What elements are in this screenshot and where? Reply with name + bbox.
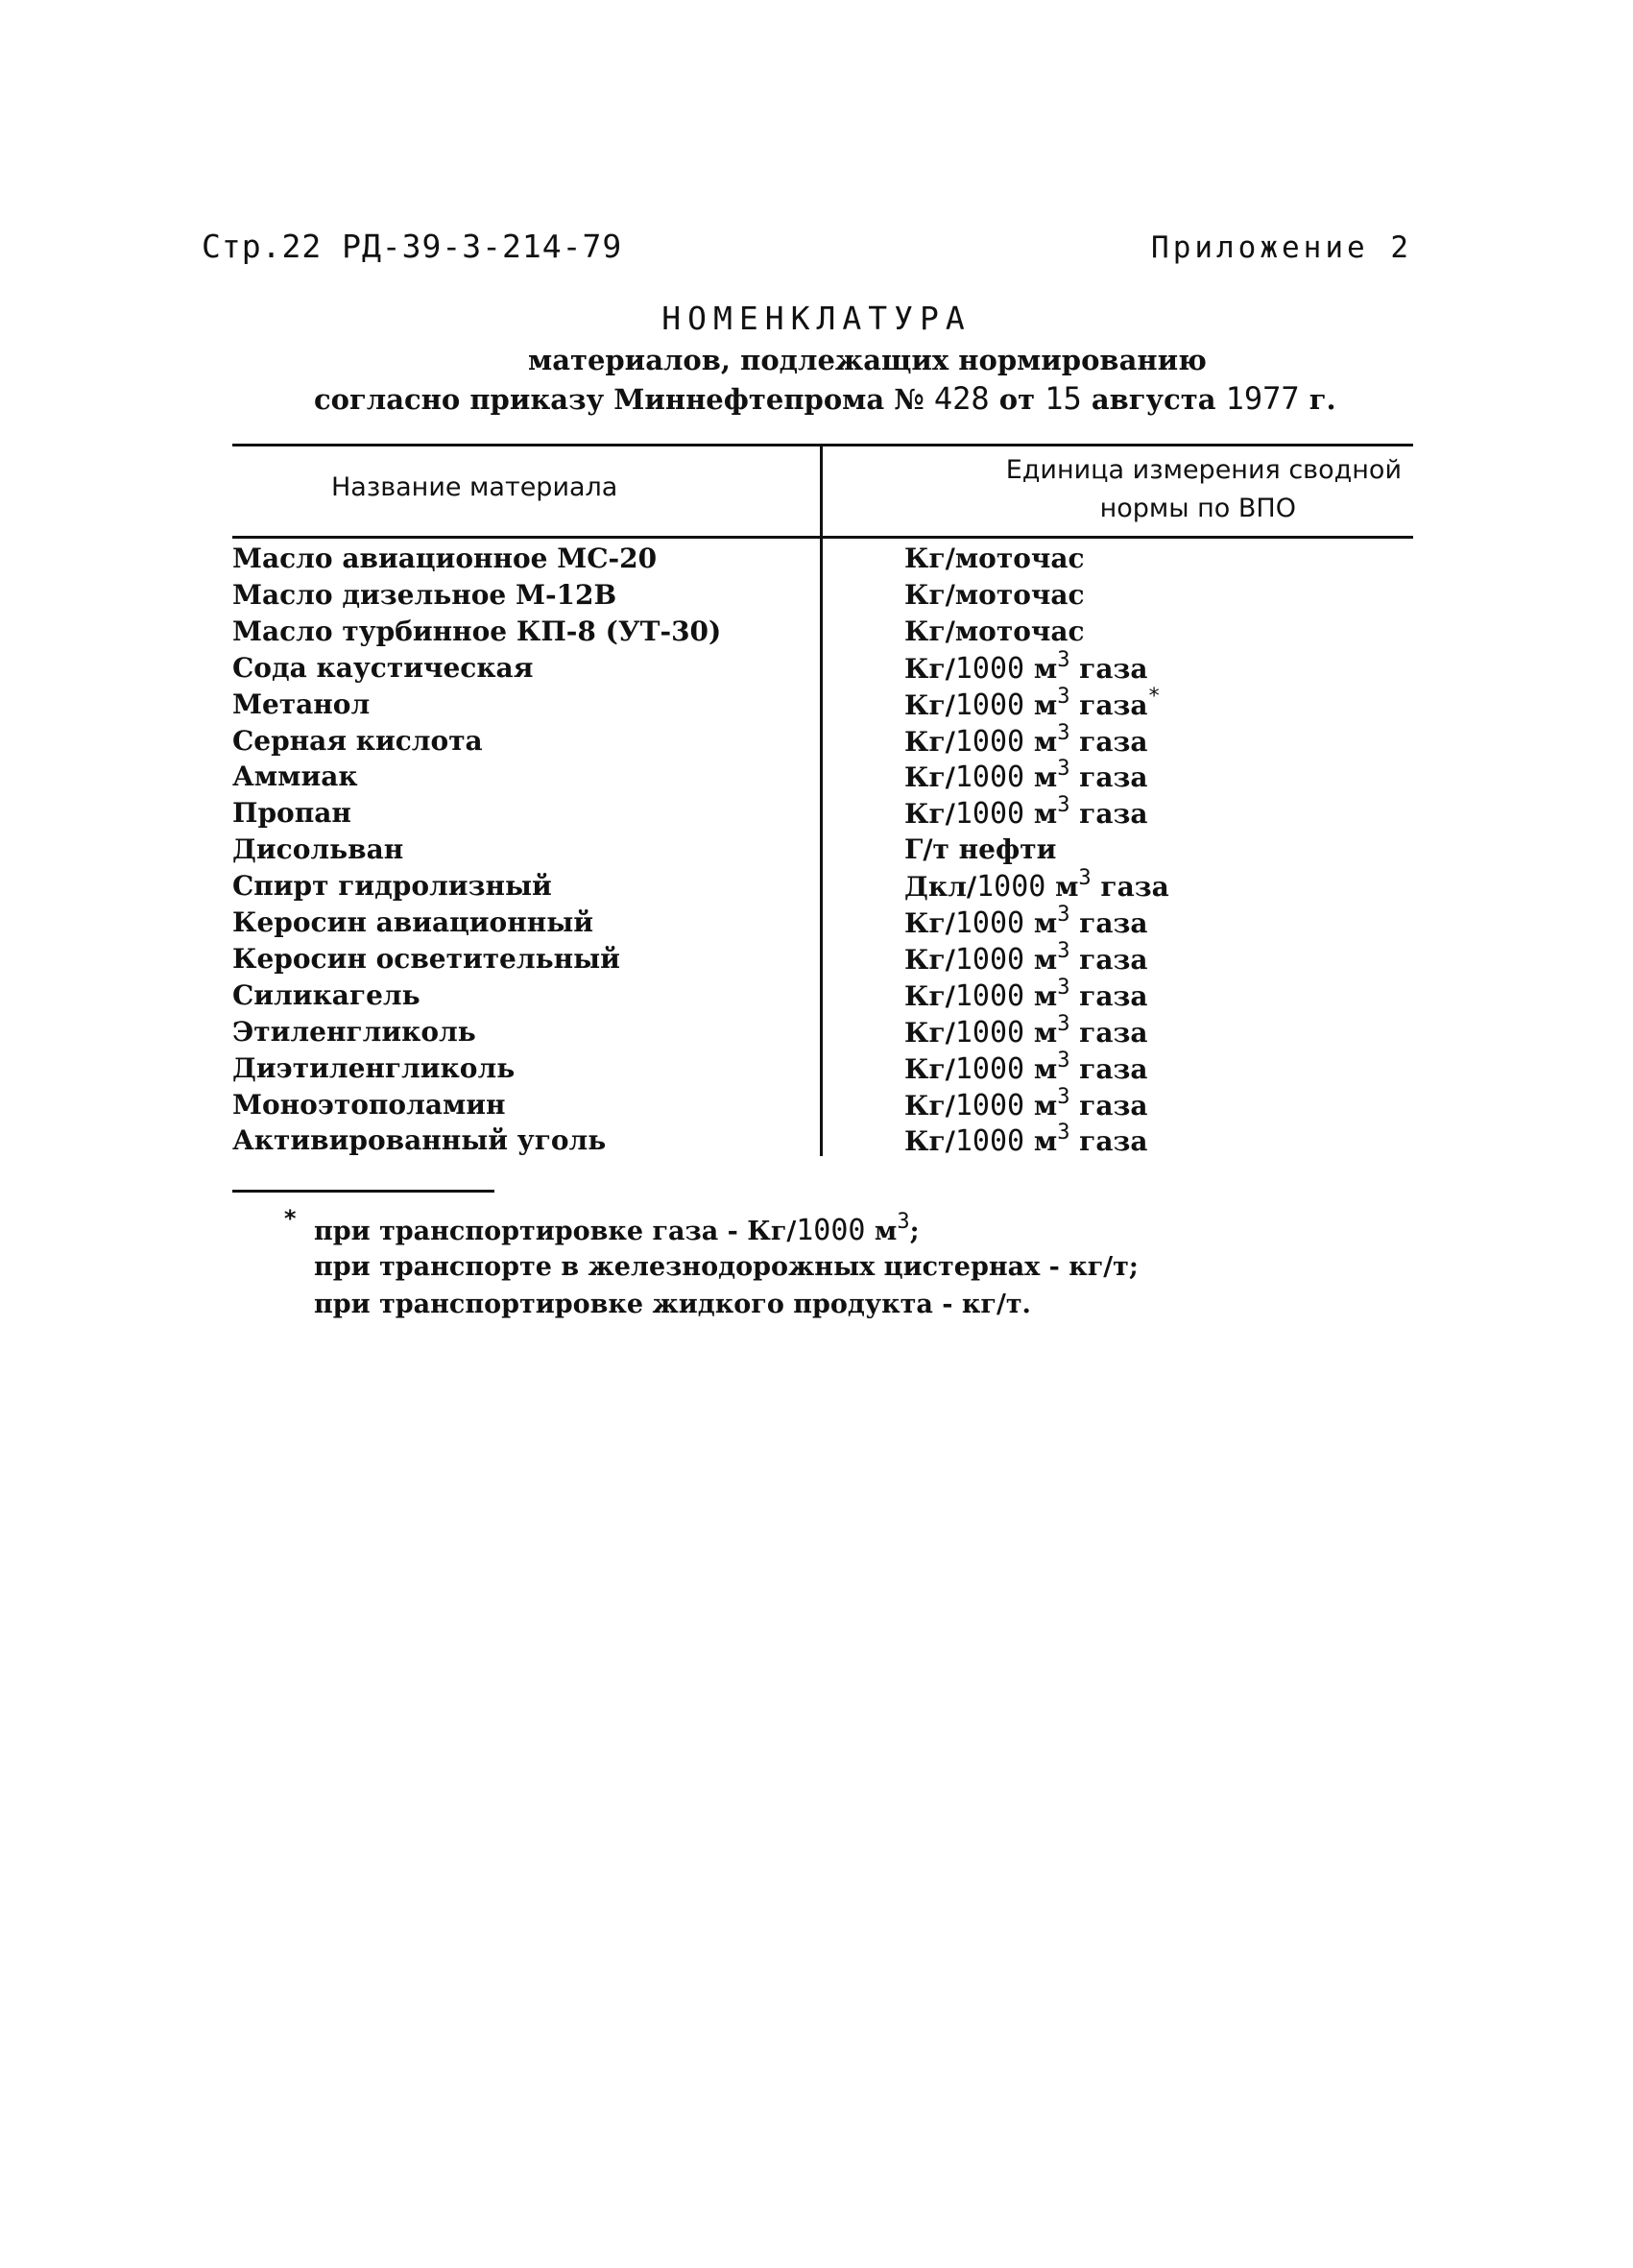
unit-measure: м bbox=[1024, 907, 1058, 939]
material-name: Дисольван bbox=[232, 833, 404, 866]
unit-number: 1000 bbox=[954, 1088, 1025, 1122]
unit-suffix: газа bbox=[1069, 1089, 1148, 1122]
table-row bbox=[0, 647, 1633, 688]
unit-measure: м bbox=[1024, 761, 1058, 794]
unit-prefix: Кг/ bbox=[904, 652, 955, 685]
material-name: Масло авиационное МС-20 bbox=[232, 543, 658, 574]
unit-number: 1000 bbox=[954, 942, 1025, 977]
table-row bbox=[0, 793, 1633, 833]
unit-prefix: Кг/ bbox=[904, 907, 955, 939]
document-subtitle-line2 bbox=[314, 380, 1336, 417]
unit-prefix: Кг/моточас bbox=[904, 578, 1085, 611]
unit-suffix: газа bbox=[1069, 943, 1148, 976]
material-name: Спирт гидролизный bbox=[232, 870, 552, 903]
table-row bbox=[0, 1048, 1633, 1089]
table-row bbox=[0, 615, 1633, 652]
table-row bbox=[0, 903, 1633, 943]
unit-number: 1000 bbox=[954, 1124, 1025, 1159]
unit-measure: м bbox=[1024, 1089, 1058, 1122]
unit-measure: м bbox=[1045, 871, 1079, 904]
unit-exponent: 3 bbox=[1057, 975, 1070, 1000]
unit-of-measure bbox=[904, 757, 1148, 795]
order-number: 428 bbox=[933, 380, 990, 417]
material-name: Масло турбинное КП-8 (УТ-30) bbox=[232, 615, 722, 647]
unit-number: 1000 bbox=[954, 651, 1025, 686]
footnote-line1-unit: м bbox=[865, 1217, 898, 1246]
material-name: Силикагель bbox=[232, 978, 420, 1011]
footnote-line1-num: 1000 bbox=[796, 1214, 866, 1247]
unit-exponent: 3 bbox=[1078, 866, 1092, 891]
table-row bbox=[0, 579, 1633, 615]
unit-prefix: Кг/ bbox=[904, 979, 955, 1012]
material-name: Серная кислота bbox=[232, 724, 483, 757]
material-name: Этиленгликоль bbox=[232, 1015, 476, 1048]
unit-exponent: 3 bbox=[1057, 1084, 1070, 1109]
unit-of-measure bbox=[904, 793, 1148, 832]
table-top-rule bbox=[232, 444, 1413, 446]
footnote-rule bbox=[232, 1190, 494, 1193]
unit-prefix: Кг/ bbox=[904, 798, 955, 831]
unit-measure: м bbox=[1024, 688, 1058, 721]
unit-number: 1000 bbox=[954, 978, 1025, 1013]
unit-footnote-marker: * bbox=[1147, 684, 1161, 709]
subtitle-text: согласно приказу Миннефтепрома № bbox=[314, 383, 934, 416]
unit-suffix: газа bbox=[1069, 979, 1148, 1012]
column-header-unit-line2: нормы по ВПО bbox=[1099, 494, 1296, 523]
unit-exponent: 3 bbox=[1057, 1121, 1070, 1146]
footnote-line1 bbox=[314, 1210, 920, 1247]
unit-of-measure bbox=[904, 615, 1085, 647]
unit-measure: м bbox=[1024, 1016, 1058, 1049]
unit-number: 1000 bbox=[954, 688, 1025, 722]
unit-exponent: 3 bbox=[1057, 903, 1070, 927]
table-row bbox=[0, 543, 1633, 579]
unit-measure: м bbox=[1024, 1052, 1058, 1085]
unit-exponent: 3 bbox=[1057, 647, 1070, 672]
table-row bbox=[0, 866, 1633, 906]
unit-suffix: газа bbox=[1069, 798, 1148, 831]
footnote-line1-end: ; bbox=[909, 1217, 920, 1246]
unit-number: 1000 bbox=[954, 724, 1025, 759]
table-row bbox=[0, 1121, 1633, 1161]
unit-measure: м bbox=[1024, 1125, 1058, 1158]
unit-number: 1000 bbox=[954, 1015, 1025, 1050]
table-row bbox=[0, 684, 1633, 725]
unit-suffix: газа bbox=[1069, 1016, 1148, 1049]
column-header-unit-line1: Единица измерения сводной bbox=[1005, 455, 1402, 485]
document-title: НОМЕНКЛАТУРА bbox=[661, 300, 972, 337]
unit-prefix: Кг/ bbox=[904, 943, 955, 976]
unit-suffix: газа bbox=[1069, 652, 1148, 685]
subtitle-end: г. bbox=[1299, 383, 1336, 416]
unit-of-measure bbox=[904, 833, 1056, 865]
table-header-rule bbox=[232, 536, 1413, 539]
column-header-unit bbox=[864, 451, 1402, 528]
footnote-line3: при транспортировке жидкого продукта - кг/т. bbox=[314, 1290, 1031, 1319]
material-name: Керосин авиационный bbox=[232, 906, 594, 938]
footnote-line1-text: при транспортировке газа - Кг/ bbox=[314, 1217, 797, 1246]
material-name: Пропан bbox=[232, 797, 351, 830]
unit-suffix: газа bbox=[1069, 688, 1148, 721]
unit-prefix: Кг/ bbox=[904, 1125, 955, 1158]
unit-of-measure bbox=[904, 975, 1148, 1013]
unit-suffix: газа bbox=[1069, 907, 1148, 939]
material-name: Сода каустическая bbox=[232, 651, 534, 684]
table-row bbox=[0, 938, 1633, 979]
column-header-material-name: Название материала bbox=[331, 472, 618, 502]
unit-of-measure bbox=[904, 579, 1085, 611]
unit-prefix: Кг/моточас bbox=[904, 615, 1085, 647]
unit-of-measure bbox=[904, 1121, 1148, 1159]
unit-exponent: 3 bbox=[1057, 684, 1070, 709]
unit-prefix: Кг/ bbox=[904, 1016, 955, 1049]
unit-of-measure bbox=[904, 647, 1148, 686]
unit-exponent: 3 bbox=[1057, 793, 1070, 818]
material-name: Аммиак bbox=[232, 760, 358, 793]
document-subtitle-line1: материалов, подлежащих нормированию bbox=[528, 344, 1207, 376]
order-year: 1977 bbox=[1225, 380, 1300, 417]
footnote-line1-sup: 3 bbox=[897, 1210, 910, 1234]
unit-exponent: 3 bbox=[1057, 757, 1070, 782]
unit-of-measure bbox=[904, 720, 1148, 759]
unit-suffix: газа bbox=[1069, 725, 1148, 758]
unit-of-measure bbox=[904, 1011, 1148, 1050]
unit-suffix: газа bbox=[1069, 1052, 1148, 1085]
table-row bbox=[0, 720, 1633, 761]
unit-prefix: Кг/ bbox=[904, 688, 955, 721]
unit-suffix: газа bbox=[1069, 761, 1148, 794]
unit-measure: м bbox=[1024, 943, 1058, 976]
unit-measure: м bbox=[1024, 798, 1058, 831]
table-row bbox=[0, 833, 1633, 870]
unit-prefix: Кг/ bbox=[904, 1089, 955, 1122]
unit-of-measure bbox=[904, 1048, 1148, 1086]
unit-prefix: Кг/ bbox=[904, 725, 955, 758]
unit-of-measure bbox=[904, 866, 1169, 905]
material-name: Метанол bbox=[232, 688, 371, 720]
unit-of-measure bbox=[904, 543, 1085, 574]
unit-number: 1000 bbox=[976, 870, 1046, 905]
order-day: 15 bbox=[1045, 380, 1082, 417]
unit-exponent: 3 bbox=[1057, 1048, 1070, 1073]
subtitle-mid: от bbox=[989, 383, 1045, 416]
unit-number: 1000 bbox=[954, 797, 1025, 832]
unit-number: 1000 bbox=[954, 760, 1025, 795]
unit-exponent: 3 bbox=[1057, 1011, 1070, 1036]
unit-prefix: Г/т нефти bbox=[904, 833, 1057, 866]
table-row bbox=[0, 975, 1633, 1016]
unit-suffix: газа bbox=[1069, 1125, 1148, 1158]
footnote-line2: при транспорте в железнодорожных цистернах - кг/т; bbox=[314, 1252, 1139, 1282]
page-header-appendix: Приложение 2 bbox=[1151, 230, 1412, 265]
material-name: Масло дизельное М-12В bbox=[232, 578, 617, 611]
unit-exponent: 3 bbox=[1057, 720, 1070, 745]
unit-prefix: Кг/ bbox=[904, 1052, 955, 1085]
unit-of-measure bbox=[904, 1084, 1148, 1122]
unit-exponent: 3 bbox=[1057, 938, 1070, 963]
unit-number: 1000 bbox=[954, 906, 1025, 940]
unit-suffix: газа bbox=[1091, 871, 1169, 904]
unit-prefix: Кг/моточас bbox=[904, 543, 1085, 574]
unit-of-measure bbox=[904, 938, 1148, 977]
material-name: Активированный уголь bbox=[232, 1124, 607, 1157]
material-name: Моноэтополамин bbox=[232, 1088, 506, 1121]
page-header-left: Стр.22 РД-39-3-214-79 bbox=[202, 228, 623, 265]
unit-measure: м bbox=[1024, 979, 1058, 1012]
table-row bbox=[0, 757, 1633, 797]
unit-prefix: Дкл/ bbox=[904, 871, 977, 904]
unit-measure: м bbox=[1024, 725, 1058, 758]
table-row bbox=[0, 1084, 1633, 1125]
unit-of-measure bbox=[904, 903, 1148, 940]
unit-number: 1000 bbox=[954, 1051, 1025, 1086]
material-name: Диэтиленгликоль bbox=[232, 1051, 516, 1084]
unit-of-measure bbox=[904, 684, 1161, 722]
order-month: августа bbox=[1081, 383, 1226, 416]
footnote-marker: * bbox=[283, 1205, 298, 1232]
unit-measure: м bbox=[1024, 652, 1058, 685]
material-name: Керосин осветительный bbox=[232, 942, 620, 975]
unit-prefix: Кг/ bbox=[904, 761, 955, 794]
table-row bbox=[0, 1011, 1633, 1052]
